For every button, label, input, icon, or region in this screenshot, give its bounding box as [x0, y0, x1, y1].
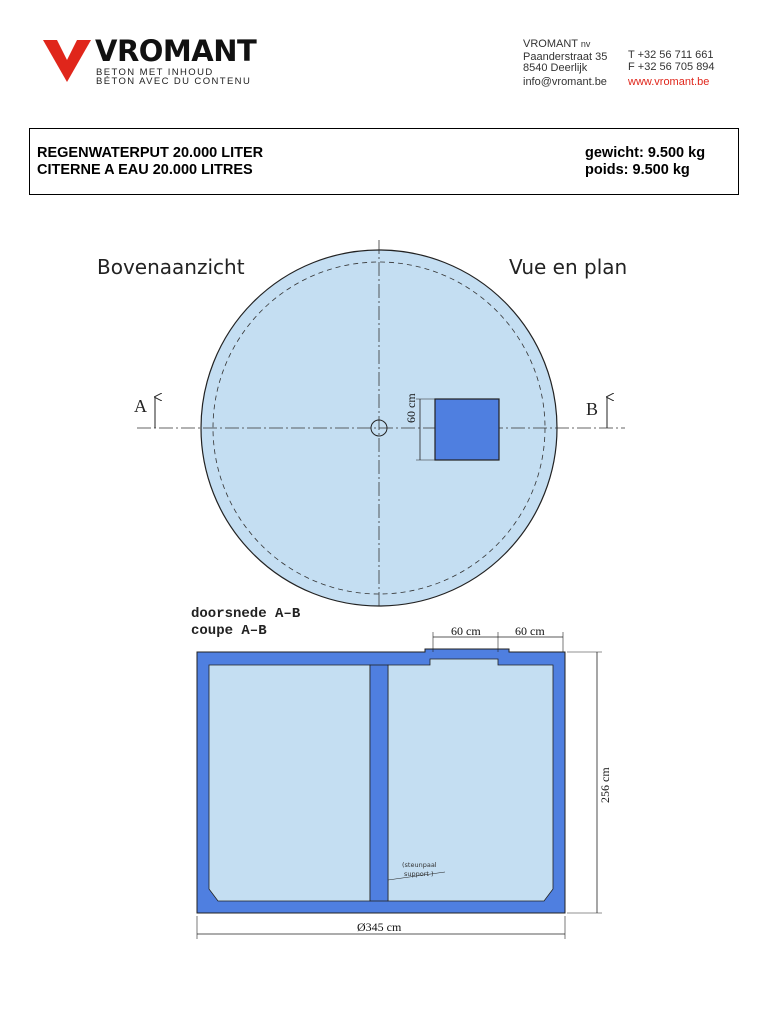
section-title-fr: coupe A–B [191, 623, 267, 639]
contact-city: 8540 Deerlijk [523, 62, 588, 74]
height-dim-label: 256 cm [598, 767, 612, 803]
section-marker-a: A [134, 396, 147, 416]
top-view-title-nl: Bovenaanzicht [97, 255, 245, 279]
opening-dim-label-section: 60 cm [451, 624, 481, 638]
logo-tagline-fr: BÉTON AVEC DU CONTENU [96, 76, 252, 87]
support-label-nl: (steunpaal [402, 861, 437, 869]
support-label-fr: support ) [404, 870, 434, 878]
contact-street: Paanderstraat 35 [523, 51, 608, 63]
logo-wordmark: VROMANT [95, 34, 257, 68]
weight-fr: poids: 9.500 kg [585, 162, 690, 178]
offset-dim-label: 60 cm [515, 624, 545, 638]
section-inner-left [209, 665, 370, 901]
product-title-fr: CITERNE A EAU 20.000 LITRES [37, 162, 253, 178]
opening-dim-label: 60 cm [404, 393, 418, 423]
company-suffix: nv [580, 39, 591, 49]
top-view-title-fr: Vue en plan [509, 255, 628, 279]
contact-email[interactable]: info@vromant.be [523, 76, 607, 88]
contact-website[interactable]: www.vromant.be [628, 76, 710, 88]
weight-nl: gewicht: 9.500 kg [585, 145, 706, 161]
product-title-nl: REGENWATERPUT 20.000 LITER [37, 145, 264, 161]
section-marker-b: B [586, 399, 599, 419]
company-name: VROMANT [523, 38, 578, 50]
contact-fax: F +32 56 705 894 [628, 61, 715, 73]
manhole-opening [435, 399, 499, 460]
logo-tagline-nl: BETON MET INHOUD [96, 67, 214, 78]
section-title-nl: doorsnede A–B [191, 606, 301, 622]
contact-phone: T +32 56 711 661 [628, 49, 714, 61]
support-post [370, 665, 388, 901]
diameter-dim-label: Ø345 cm [357, 920, 402, 934]
